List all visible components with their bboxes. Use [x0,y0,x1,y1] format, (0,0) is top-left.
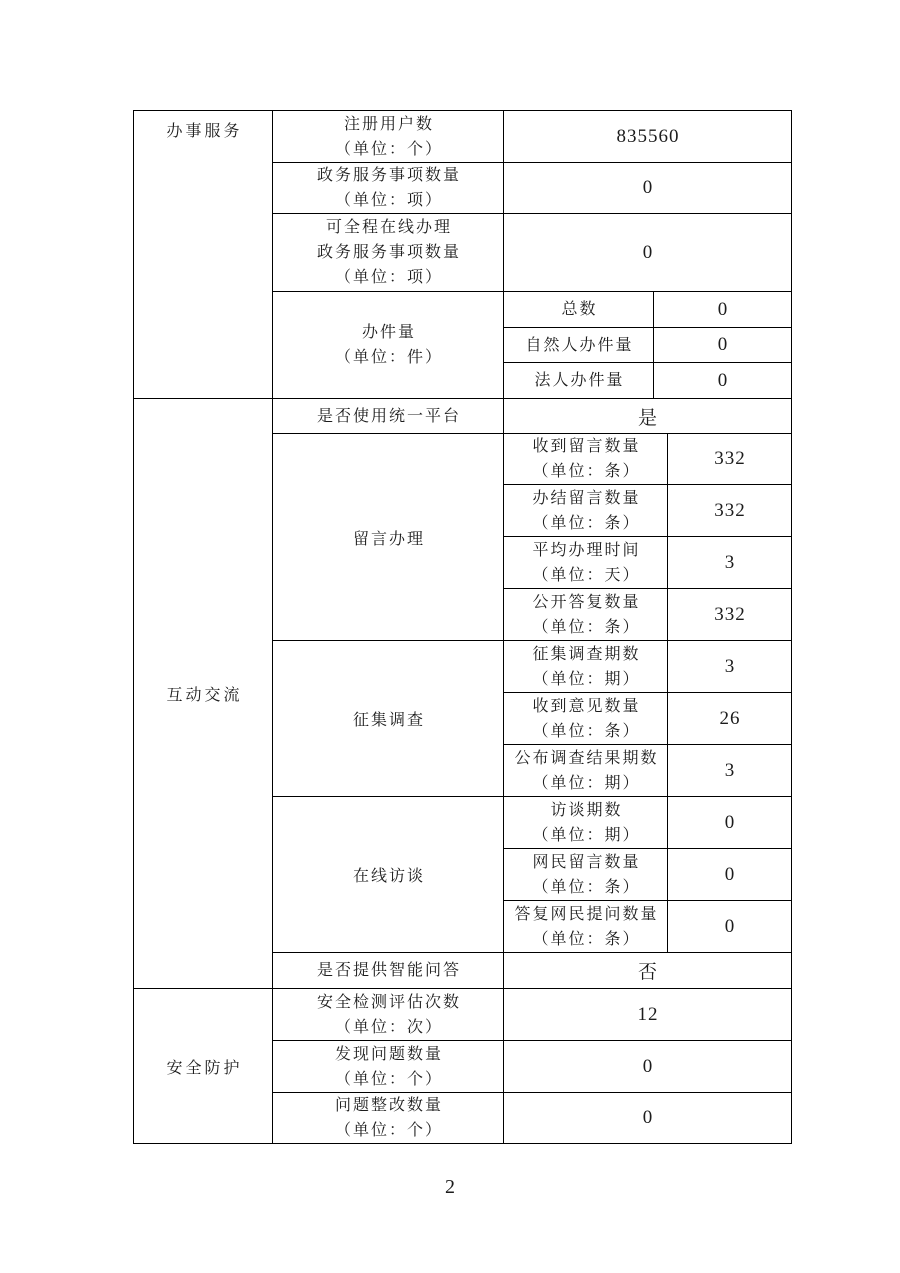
metric-value: 26 [719,707,741,729]
sublabel-cell-completed-messages [504,485,668,537]
metric-unit: （单位：期） [532,826,641,844]
sublabel-cell-opinions-received [504,693,668,745]
page-number: 2 [445,1176,455,1198]
metric-label: 收到意见数量 [532,697,641,715]
sublabel-cell-volume-natural-person [504,328,654,363]
metric-value: 3 [724,551,736,573]
group-label-service: 办事服务 [166,123,243,140]
metric-unit: （单位：期） [532,670,641,688]
sublabel-cell-avg-handling-time [504,537,668,589]
value-cell-completed-messages [668,485,792,537]
subgroup-cell-survey [273,641,504,797]
value-cell-received-messages [668,434,792,485]
metric-label: 法人办件量 [534,372,625,389]
metric-label: 可全程在线办理 [325,219,452,236]
table-row [134,989,792,1041]
value-cell-survey-results-published [668,745,792,797]
group-cell-interaction [134,399,273,989]
metric-label: 政务服务事项数量 [316,167,461,184]
value-cell-smart-qa [504,953,792,989]
label-cell-problems-found [273,1041,504,1093]
group-label-interaction: 互动交流 [166,687,243,704]
label-cell-smart-qa [273,953,504,989]
value-cell-security-assessments [504,989,792,1041]
value-cell-avg-handling-time [668,537,792,589]
table-row [134,111,792,163]
subgroup-unit: （单位：件） [334,349,443,366]
metric-unit: （单位：条） [532,722,641,740]
value-cell-volume-total [654,292,792,328]
metric-unit: （单位：条） [532,463,641,480]
metric-value: 0 [717,369,729,391]
metric-label: 收到留言数量 [532,438,641,455]
subgroup-cell-handled-volume [273,292,504,399]
label-cell-problems-rectified [273,1093,504,1144]
metric-value: 0 [642,1107,654,1128]
metric-label: 平均办理时间 [532,541,641,559]
subgroup-label: 办件量 [361,324,416,341]
metric-unit: （单位：项） [334,269,443,286]
metric-unit: （单位：条） [532,930,641,948]
subgroup-cell-interview [273,797,504,953]
value-cell-volume-legal-person [654,363,792,399]
metric-value: 3 [724,655,736,677]
metric-value: 835560 [616,125,680,147]
label-cell-security-assessments [273,989,504,1041]
subgroup-label: 征集调查 [352,712,425,729]
metric-unit: （单位：条） [532,618,641,636]
metric-label: 是否使用统一平台 [316,407,461,425]
metric-value: 332 [714,603,746,625]
metric-unit: （单位：个） [334,1122,443,1139]
metric-label: 问题整改数量 [334,1097,443,1114]
value-cell-volume-natural-person [654,328,792,363]
metric-label: 是否提供智能问答 [316,962,461,979]
metric-value: 0 [642,1055,654,1077]
value-cell-problems-found [504,1041,792,1093]
value-cell-survey-periods [668,641,792,693]
metric-unit: （单位：个） [334,140,443,158]
label-cell-registered-users [273,111,504,163]
value-cell-problems-rectified [504,1093,792,1144]
metric-label: 答复网民提问数量 [514,905,659,923]
group-cell-service [134,111,273,399]
metric-value: 0 [642,241,654,263]
metric-unit: （单位：条） [532,514,641,532]
metric-label: 发现问题数量 [334,1045,443,1063]
metric-label: 办结留言数量 [532,489,641,507]
sublabel-cell-netizen-replies [504,901,668,953]
subgroup-label: 留言办理 [352,530,425,548]
metric-label: 总数 [561,301,598,318]
sublabel-cell-survey-results-published [504,745,668,797]
sublabel-cell-survey-periods [504,641,668,693]
metric-value: 否 [638,962,659,983]
sublabel-cell-volume-total [504,292,654,328]
value-cell-interview-periods [668,797,792,849]
value-cell-public-replies [668,589,792,641]
metric-value: 332 [714,499,746,521]
metric-unit: （单位：个） [334,1070,443,1088]
table-row [134,399,792,434]
subgroup-label: 在线访谈 [352,868,425,885]
metric-label: 网民留言数量 [532,853,641,871]
group-label-security: 安全防护 [166,1059,243,1077]
label-cell-unified-platform [273,399,504,434]
value-cell-service-items [504,163,792,214]
value-cell-unified-platform [504,399,792,434]
metric-value: 0 [724,863,736,885]
metric-unit: （单位：项） [334,192,443,209]
metric-label: 安全检测评估次数 [316,993,461,1011]
sublabel-cell-interview-periods [504,797,668,849]
metric-label-2: 政务服务事项数量 [316,244,461,261]
group-cell-security [134,989,273,1144]
sublabel-cell-netizen-messages [504,849,668,901]
metric-value: 0 [642,177,654,198]
value-cell-online-service-items [504,214,792,292]
sublabel-cell-volume-legal-person [504,363,654,399]
value-cell-netizen-replies [668,901,792,953]
metric-label: 公开答复数量 [532,593,641,611]
metric-value: 0 [724,811,736,833]
metric-label: 自然人办件量 [525,336,634,354]
subgroup-cell-message-handling [273,434,504,641]
value-cell-opinions-received [668,693,792,745]
metric-label: 公布调查结果期数 [514,749,659,767]
metric-unit: （单位：条） [532,878,641,896]
metric-unit: （单位：天） [532,566,641,584]
metric-unit: （单位：次） [334,1018,443,1036]
metric-value: 332 [714,448,746,469]
metric-unit: （单位：期） [532,774,641,792]
label-cell-online-service-items [273,214,504,292]
label-cell-service-items [273,163,504,214]
statistics-table [133,110,792,1144]
metric-value: 0 [717,334,729,355]
metric-value: 是 [638,407,659,429]
sublabel-cell-received-messages [504,434,668,485]
value-cell-registered-users [504,111,792,163]
metric-value: 0 [717,298,729,320]
metric-value: 0 [724,915,736,937]
metric-label: 征集调查期数 [532,645,641,663]
metric-label: 注册用户数 [343,115,434,133]
value-cell-netizen-messages [668,849,792,901]
metric-value: 12 [637,1003,659,1025]
metric-value: 3 [724,759,736,781]
metric-label: 访谈期数 [550,801,623,819]
sublabel-cell-public-replies [504,589,668,641]
